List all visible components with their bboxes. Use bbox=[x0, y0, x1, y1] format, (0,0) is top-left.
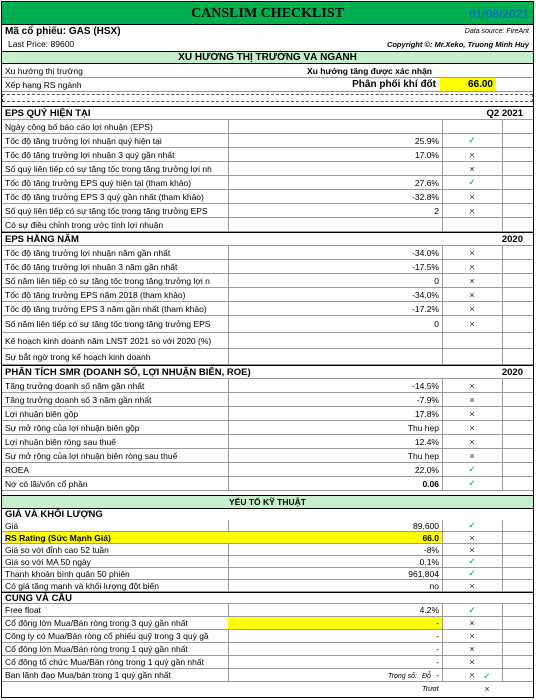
row-value: 0.1% bbox=[419, 556, 439, 567]
row-label: Giá so với đỉnh cao 52 tuần bbox=[5, 544, 109, 555]
row-status-icon: × bbox=[469, 191, 475, 202]
row-value: 17.0% bbox=[414, 149, 439, 160]
table-row bbox=[2, 520, 533, 532]
row-status-icon: × bbox=[469, 408, 475, 419]
industry-rs-row bbox=[2, 78, 533, 92]
row-label: Tốc độ tăng trưởng EPS 3 năm gần nhất (tham khảo) bbox=[5, 303, 207, 314]
row-status-icon: × bbox=[469, 163, 475, 174]
footer-pass-mark-icon: ✓ bbox=[483, 670, 491, 681]
table-row bbox=[2, 162, 533, 176]
row-label: Cổ đông lớn Mua/Bán ròng trong 1 quý gần nhất bbox=[5, 644, 188, 654]
row-label: RS Rating (Sức Mạnh Giá) bbox=[5, 532, 227, 543]
industry-rs-value: 66.00 bbox=[440, 78, 496, 91]
row-status-icon: × bbox=[469, 289, 475, 300]
row-value: -17.5% bbox=[412, 261, 439, 272]
footer-fail-label: Trượt bbox=[422, 685, 439, 693]
eps-quarter-title: EPS QUÝ HIỆN TẠI bbox=[5, 107, 91, 119]
row-status-icon: × bbox=[469, 544, 475, 555]
table-row bbox=[2, 463, 533, 477]
row-label: Tăng trưởng doanh số 3 năm gần nhất bbox=[5, 394, 152, 405]
row-label: Giá bbox=[5, 520, 19, 531]
smr-header bbox=[2, 365, 533, 379]
row-value: Thu hẹp bbox=[407, 422, 439, 433]
row-status-icon: × bbox=[469, 247, 475, 258]
row-status-icon: ✓ bbox=[468, 135, 476, 145]
row-label: ROEA bbox=[5, 464, 30, 475]
row-label: Sự bắt ngờ trong kế hoạch kinh doanh bbox=[5, 351, 151, 362]
row-value: Thu hẹp bbox=[407, 450, 439, 461]
row-value: 0 bbox=[434, 319, 439, 329]
row-status-icon: × bbox=[469, 618, 475, 628]
table-row bbox=[2, 449, 533, 463]
row-value bbox=[228, 333, 442, 348]
last-price: Last Price: 89600 bbox=[8, 39, 75, 49]
row-value: -7.9% bbox=[416, 394, 439, 405]
table-row bbox=[2, 190, 533, 204]
supply-demand-title: CUNG VÀ CẦU bbox=[5, 593, 73, 603]
table-row bbox=[2, 656, 533, 669]
row-value: no bbox=[429, 580, 439, 591]
row-label: Số năm liên tiếp có sự tăng tốc trong tăng trưởng EPS bbox=[5, 319, 211, 329]
technical-band-title: YẾU TỐ KỸ THUẬT bbox=[229, 497, 306, 507]
eps-quarter-period: Q2 2021 bbox=[486, 107, 523, 119]
row-label: Tốc độ tăng trưởng lợi nhuận năm gần nhất bbox=[5, 247, 171, 258]
table-row bbox=[2, 316, 533, 333]
row-status-icon: × bbox=[469, 275, 475, 286]
row-label: Nợ có lãi/vốn cổ phần bbox=[5, 478, 88, 489]
row-value bbox=[228, 349, 442, 364]
table-row bbox=[2, 120, 533, 134]
row-value: 66.0 bbox=[228, 532, 442, 543]
technical-band bbox=[2, 495, 533, 509]
table-row bbox=[2, 477, 533, 491]
row-label: Lợi nhuận biên ròng sau thuế bbox=[5, 436, 116, 447]
table-row bbox=[2, 204, 533, 218]
report-date: 01/08/2021 bbox=[468, 6, 529, 21]
table-row bbox=[2, 246, 533, 260]
row-label: Tốc độ tăng trưởng EPS năm 2018 (tham khảo) bbox=[5, 289, 186, 300]
row-value: 25.9% bbox=[414, 135, 439, 146]
data-source: Data source: FireAnt bbox=[464, 27, 529, 35]
row-label: Công ty có Mua/Bán ròng cổ phiếu quỹ trong 3 quý gầ bbox=[5, 631, 209, 641]
row-value: 22.0% bbox=[414, 464, 439, 475]
row-status-icon: ✓ bbox=[468, 177, 476, 187]
row-value: 0 bbox=[434, 275, 439, 286]
industry-rs-label: Xếp hạng RS ngành bbox=[5, 79, 82, 90]
eps-year-title: EPS HẰNG NĂM bbox=[5, 233, 79, 245]
table-row bbox=[2, 407, 533, 421]
market-band bbox=[2, 51, 533, 64]
footer-fail-row bbox=[2, 683, 533, 695]
row-label: Thanh khoản bình quân 50 phiên bbox=[5, 568, 130, 579]
footer-pass-label: Đỗ bbox=[422, 672, 431, 680]
canslim-sheet bbox=[1, 1, 534, 698]
row-label: Sự mở rộng của lợi nhuận biên ròng sau thuế bbox=[5, 450, 178, 461]
row-label: Cổ đông lớn Mua/Bán ròng trong 3 quý gần nhất bbox=[5, 618, 188, 628]
row-value: 12.4% bbox=[414, 436, 439, 447]
row-value: 961,804 bbox=[408, 568, 439, 579]
eps-year-header bbox=[2, 232, 533, 246]
smr-title: PHÂN TÍCH SMR (DOANH SỐ, LỢI NHUẬN BIÊN, ROE) bbox=[5, 366, 251, 378]
row-value: -34.0% bbox=[412, 289, 439, 300]
row-label: Số năm liên tiếp có sự tăng tốc trong tăng trưởng lợi n bbox=[5, 275, 210, 286]
row-label: Ban lãnh đạo Mua/bán trong 1 quý gần nhất bbox=[5, 670, 171, 680]
row-status-icon bbox=[442, 333, 502, 348]
row-label: Số quý liên tiếp có sự tăng tốc trong tăng trưởng EPS bbox=[5, 205, 208, 216]
row-status-icon: ✓ bbox=[468, 568, 476, 578]
supply-demand-header bbox=[2, 592, 533, 604]
table-row bbox=[2, 134, 533, 148]
row-status-icon bbox=[442, 218, 502, 231]
table-row bbox=[2, 556, 533, 568]
row-value: - bbox=[436, 657, 439, 667]
row-status-icon: × bbox=[469, 657, 475, 667]
row-value: - bbox=[436, 631, 439, 641]
row-label: Tốc độ tăng trưởng EPS 3 quý gần nhất (tham khảo) bbox=[5, 191, 204, 202]
market-trend-row bbox=[2, 64, 533, 78]
row-status-icon: ✓ bbox=[468, 520, 476, 530]
row-label: Cổ đông tổ chức Mua/Bán ròng trong 1 quý gần nhất bbox=[5, 657, 204, 667]
table-row bbox=[2, 544, 533, 556]
table-row bbox=[2, 274, 533, 288]
row-label: Số quý liên tiếp có sự tăng tốc trong tăng trưởng lợi nh bbox=[5, 163, 212, 174]
table-row bbox=[2, 580, 533, 592]
table-row bbox=[2, 148, 533, 162]
row-value: -32.8% bbox=[412, 191, 439, 202]
row-label: Giá so với MA 50 ngày bbox=[5, 556, 91, 567]
sheet-title: CANSLIM CHECKLIST bbox=[191, 5, 344, 21]
eps-year-period: 2020 bbox=[501, 233, 523, 245]
table-row bbox=[2, 218, 533, 232]
row-label: Tốc độ tăng trưởng EPS quý hiện tại (tham khảo) bbox=[5, 177, 192, 188]
table-row bbox=[2, 568, 533, 580]
row-label: Kế hoạch kinh doanh năm LNST 2021 so với 2020 (%) bbox=[5, 335, 212, 346]
row-status-icon: × bbox=[469, 580, 475, 591]
row-status-icon: × bbox=[469, 261, 475, 272]
separator bbox=[2, 94, 533, 102]
stock-label: Mã cổ phiếu: GAS (HSX) bbox=[5, 25, 121, 37]
price-volume-header bbox=[2, 509, 533, 520]
row-status-icon: × bbox=[469, 422, 475, 433]
table-row bbox=[2, 393, 533, 407]
market-trend-label: Xu hướng thị trường bbox=[5, 65, 83, 76]
row-status-icon: × bbox=[469, 644, 475, 654]
table-row bbox=[2, 435, 533, 449]
row-value: -14.5% bbox=[412, 380, 439, 391]
row-value: -8% bbox=[423, 544, 439, 555]
row-status-icon bbox=[442, 349, 502, 364]
row-status-icon: × bbox=[469, 319, 475, 329]
row-label: Sự mở rộng của lợi nhuận biên gộp bbox=[5, 422, 140, 433]
table-row bbox=[2, 302, 533, 316]
row-value: - bbox=[228, 617, 442, 629]
footer-pass-row bbox=[2, 670, 533, 682]
row-label: Free float bbox=[5, 605, 41, 615]
footer-weight-label: Trọng số: bbox=[387, 672, 417, 680]
row-value bbox=[228, 162, 442, 175]
row-label: Tốc độ tăng trưởng lợi nhuận quý hiện tại bbox=[5, 135, 162, 146]
table-row bbox=[2, 604, 533, 617]
row-value: 27.6% bbox=[414, 177, 439, 188]
row-label: Lợi nhuận biên gộp bbox=[5, 408, 79, 419]
row-status-icon: × bbox=[469, 205, 475, 216]
table-row bbox=[2, 288, 533, 302]
row-value: 89,600 bbox=[413, 520, 439, 531]
table-row bbox=[2, 379, 533, 393]
row-label: Ngày công bố báo cáo lợi nhuận (EPS) bbox=[5, 121, 153, 132]
table-row bbox=[2, 643, 533, 656]
market-trend-value: Xu hướng tăng được xác nhận bbox=[307, 65, 432, 76]
row-label: Tốc độ tăng trưởng lợi nhuận 3 năm gần nhất bbox=[5, 261, 178, 272]
stock-row bbox=[2, 25, 533, 37]
row-status-icon: ✓ bbox=[468, 556, 476, 566]
row-status-icon: × bbox=[469, 450, 475, 461]
row-value: - bbox=[436, 644, 439, 654]
row-value: 0.06 bbox=[422, 478, 439, 489]
copyright: Copyright ©: Mr.Xeko, Truong Minh Huy bbox=[386, 39, 529, 49]
market-band-title: XU HƯỚNG THỊ TRƯỜNG VÀ NGÀNH bbox=[178, 52, 357, 63]
table-row bbox=[2, 333, 533, 349]
table-row bbox=[2, 532, 533, 544]
last-price-row bbox=[2, 38, 533, 50]
table-row bbox=[2, 617, 533, 630]
eps-quarter-header bbox=[2, 106, 533, 120]
row-status-icon: ✓ bbox=[468, 478, 476, 488]
table-row bbox=[2, 260, 533, 274]
row-status-icon: × bbox=[469, 380, 475, 391]
table-row bbox=[2, 421, 533, 435]
row-status-icon: × bbox=[469, 394, 475, 405]
smr-period: 2020 bbox=[501, 366, 523, 378]
row-status-icon: × bbox=[469, 149, 475, 160]
row-label: Có sự điều chỉnh trong ước tính lợi nhuận bbox=[5, 219, 164, 230]
row-value: 2 bbox=[434, 205, 439, 216]
row-status-icon: × bbox=[469, 303, 475, 314]
row-value: -17.2% bbox=[412, 303, 439, 314]
row-status-icon: × bbox=[469, 436, 475, 447]
row-value bbox=[228, 218, 442, 231]
industry-name: Phân phối khí đốt bbox=[352, 79, 436, 90]
row-status-icon: ✓ bbox=[468, 604, 476, 615]
footer-fail-mark-icon: × bbox=[484, 684, 490, 694]
table-row bbox=[2, 630, 533, 643]
row-status-icon: ✓ bbox=[468, 464, 476, 474]
row-value bbox=[228, 120, 442, 133]
table-row bbox=[2, 349, 533, 365]
row-value: 4.2% bbox=[419, 605, 439, 615]
row-value: - bbox=[436, 670, 439, 680]
table-row bbox=[2, 176, 533, 190]
title-bar bbox=[2, 2, 533, 25]
row-label: Tốc độ tăng trưởng lợi nhuận 3 quý gần nhất bbox=[5, 149, 175, 160]
row-status-icon: × bbox=[469, 631, 475, 641]
row-status-icon: × bbox=[469, 532, 475, 543]
row-value: -34.0% bbox=[412, 247, 439, 258]
price-volume-title: GIÁ VÀ KHỐI LƯỢNG bbox=[5, 509, 103, 520]
row-status-icon bbox=[442, 120, 502, 133]
row-value: 17.8% bbox=[414, 408, 439, 419]
row-label: Tăng trưởng doanh số năm gần nhất bbox=[5, 380, 145, 391]
row-status-icon: × bbox=[469, 670, 475, 680]
row-label: Có giá tăng mạnh và khối lượng đột biến bbox=[5, 580, 159, 591]
